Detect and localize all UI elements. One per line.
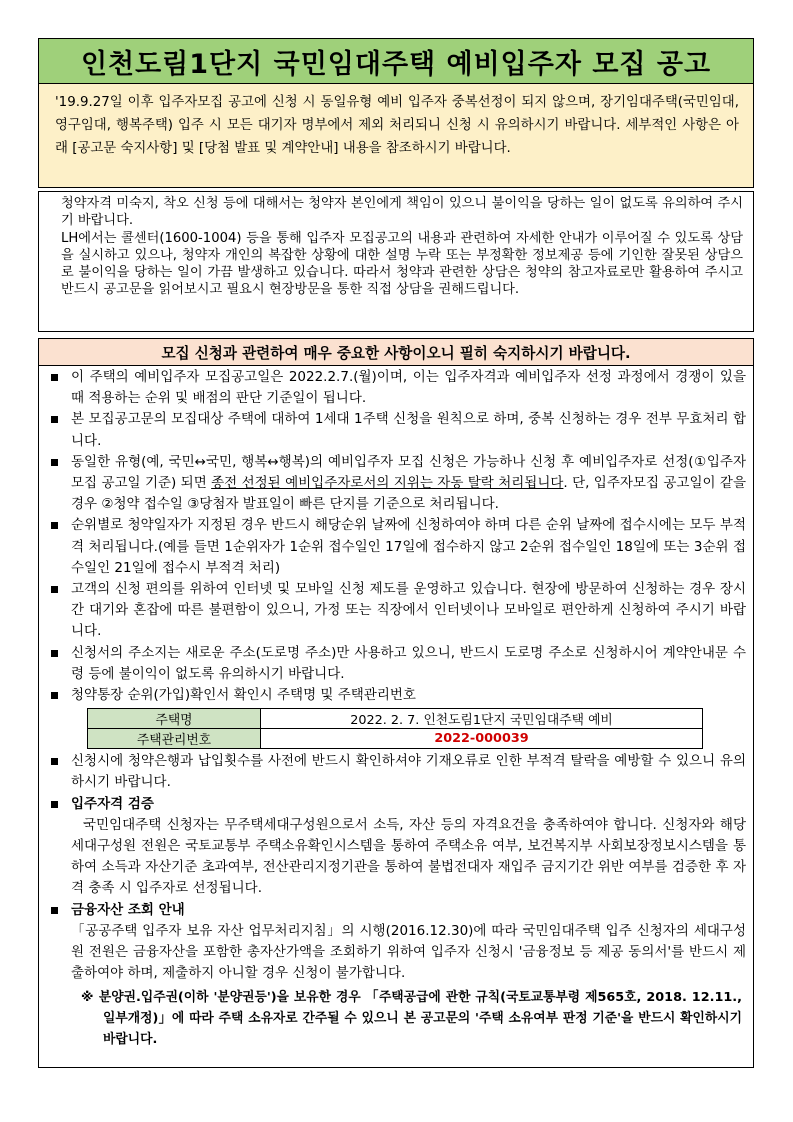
square-bullet-icon	[51, 586, 58, 593]
list-item-text: . 단, 입주자모집 공고일이 같을 경우 ②청약 접수일 ③당첨자 발표일이 빠른 단지를 기준으로 처리됩니다.	[71, 475, 746, 513]
list-item	[49, 452, 746, 516]
list-item-body: 국민임대주택 신청자는 무주택세대구성원으로서 소득, 자산 등의 자격요건을 충족하여야 합니다. 신청자와 해당 세대구성원 전원은 국토교통부 주택소유확인시스템을 통하여 주택소유 여부, 보건복지부 사회보장정보시스템을 통하여 소득과 자산기준 초과여부, 전산관리지정기관을 통하여 불법전대자 재입주 금지기간 위반 여부를 검증한 후 자격 충족 시 입주자로 선정됩니다.	[71, 816, 746, 897]
table-label: 주택관리번호	[88, 729, 261, 749]
list-item	[49, 751, 746, 793]
list-item	[49, 367, 746, 409]
list-item-heading	[49, 794, 746, 815]
page-title: 인천도림1단지 국민임대주택 예비입주자 모집 공고	[80, 48, 712, 80]
table-value: 2022. 2. 7. 인천도림1단지 국민임대주택 예비	[261, 709, 703, 729]
section-content	[39, 367, 753, 1050]
notice-paragraph-1: 청약자격 미숙지, 착오 신청 등에 대해서는 청약자 본인에게 책임이 있으니 불이익을 당하는 일이 없도록 유의하여 주시기 바랍니다.	[61, 196, 743, 229]
list-item-text: 고객의 신청 편의를 위하여 인터넷 및 모바일 신청 제도를 운영하고 있습니다. 현장에 방문하여 신청하는 경우 장시간 대기와 혼잡에 따른 불편함이 있으니, 가정 또는 직장에서 인터넷이나 모바일로 편안하게 신청하여 주시기 바랍니다.	[71, 581, 746, 640]
square-bullet-icon	[51, 459, 58, 466]
square-bullet-icon	[51, 522, 58, 529]
square-bullet-icon	[51, 650, 58, 657]
list-item-title: 입주자격 검증	[71, 795, 154, 812]
notice-text: '19.9.27일 이후 입주자모집 공고에 신청 시 동일유형 예비 입주자 중복선정이 되지 않으며, 장기임대주택(국민임대, 영구임대, 행복주택) 입주 시 모든 대기자 명부에서 제외 처리되니 신청 시 유의하시기 바랍니다. 세부적인 사항은 아래 [공고문 숙지사항] 및 [당첨 발표 및 계약안내] 내용을 참조하시기 바랍니다.	[55, 95, 739, 156]
section-heading: 모집 신청과 관련하여 매우 중요한 사항이오니 필히 숙지하시기 바랍니다.	[161, 344, 631, 362]
list-item-text: 청약통장 순위(가입)확인서 확인시 주택명 및 주택관리번호	[71, 687, 416, 704]
important-section	[38, 338, 754, 1068]
square-bullet-icon	[51, 692, 58, 699]
list-item-heading	[49, 900, 746, 921]
notice-box-highlight	[38, 84, 754, 188]
table-row	[88, 729, 703, 749]
list-item-text: 신청서의 주소지는 새로운 주소(도로명 주소)만 사용하고 있으니, 반드시 도로명 주소로 신청하시어 계약안내문 수령 등에 불이익이 없도록 유의하시기 바랍니다.	[71, 644, 746, 682]
square-bullet-icon	[51, 758, 58, 765]
list-item-title: 금융자산 조회 안내	[71, 901, 185, 918]
notice-box-caution	[38, 191, 754, 332]
table-label: 주택명	[88, 709, 261, 729]
housing-info-table	[87, 708, 703, 749]
square-bullet-icon	[51, 374, 58, 381]
list-item-body: 「공공주택 입주자 보유 자산 업무처리지침」의 시행(2016.12.30)에 따라 국민임대주택 입주 신청자의 세대구성원 전원은 금융자산을 포함한 총자산가액을 조회하기 위하여 입주자 신청시 '금융정보 등 제공 동의서'를 반드시 제출하여야 하며, 제출하지 아니할 경우 신청이 불가합니다.	[71, 922, 746, 982]
list-item-text: 순위별로 청약일자가 지정된 경우 반드시 해당순위 날짜에 신청하여야 하며 다른 순위 날짜에 접수시에는 모두 부적격 처리됩니다.(예를 들면 1순위자가 1순위 접수일인 17일에 접수하지 않고 2순위 접수일인 18일에 또는 3순위 접수일인 21일에 접수시 부적격 처리)	[71, 517, 746, 576]
square-bullet-icon	[51, 416, 58, 423]
list-item	[49, 685, 746, 706]
footnote: ※ 분양권.입주권(이하 '분양권등')을 보유한 경우 「주택공급에 관한 규칙(국토교통부령 제565호, 2018. 12.11., 일부개정)」에 따라 주택 소유자로 간주될 수 있으니 본 공고문의 '주택 소유여부 판정 기준'을 반드시 확인하시기 바랍니다.	[81, 990, 742, 1047]
title-box	[38, 38, 754, 84]
list-item-text: 본 모집공고문의 모집대상 주택에 대하여 1세대 1주택 신청을 원칙으로 하며, 중복 신청하는 경우 전부 무효처리 합니다.	[71, 411, 746, 449]
list-item	[49, 579, 746, 643]
table-row	[88, 709, 703, 729]
list-item-text: 신청시에 청약은행과 납입횟수를 사전에 반드시 확인하셔야 기재오류로 인한 부적격 탈락을 예방할 수 있으니 유의하시기 바랍니다.	[71, 753, 746, 791]
notice-paragraph-2: LH에서는 콜센터(1600-1004) 등을 통해 입주자 모집공고의 내용과 관련하여 자세한 안내가 이루어질 수 있도록 상담을 실시하고 있으나, 청약자 개인의 복잡한 상황에 대한 설명 누락 또는 부정확한 정보제공 등에 기인한 잘못된 상담으로 불이익을 당하는 일이 가끔 발생하고 있습니다. 따라서 청약과 관련한 상담은 청약의 참고자료로만 활용하여 주시고 반드시 공고문을 읽어보시고 필요시 현장방문을 통한 직접 상담을 권해드립니다.	[61, 230, 743, 298]
list-item-text: 이 주택의 예비입주자 모집공고일은 2022.2.7.(월)이며, 이는 입주자격과 예비입주자 선정 과정에서 경쟁이 있을 때 적용하는 순위 및 배점의 판단 기준일이 됩니다.	[71, 369, 746, 407]
list-item	[49, 643, 746, 685]
underlined-text: 종전 선정된 예비입주자로서의 지위는 자동 탈락 처리됩니다	[211, 475, 564, 492]
square-bullet-icon	[51, 801, 58, 808]
list-item	[49, 515, 746, 579]
square-bullet-icon	[51, 907, 58, 914]
housing-management-number: 2022-000039	[261, 729, 703, 749]
list-item	[49, 409, 746, 451]
section-heading-bar	[39, 339, 753, 366]
list-item-text: 동일한 유형(예, 국민↔국민, 행복↔행복)의 예비입주자 모집 신청은 가능하나 신청 후 예비입주자로 선정(①입주자모집 공고일 기준) 되면	[71, 453, 746, 492]
